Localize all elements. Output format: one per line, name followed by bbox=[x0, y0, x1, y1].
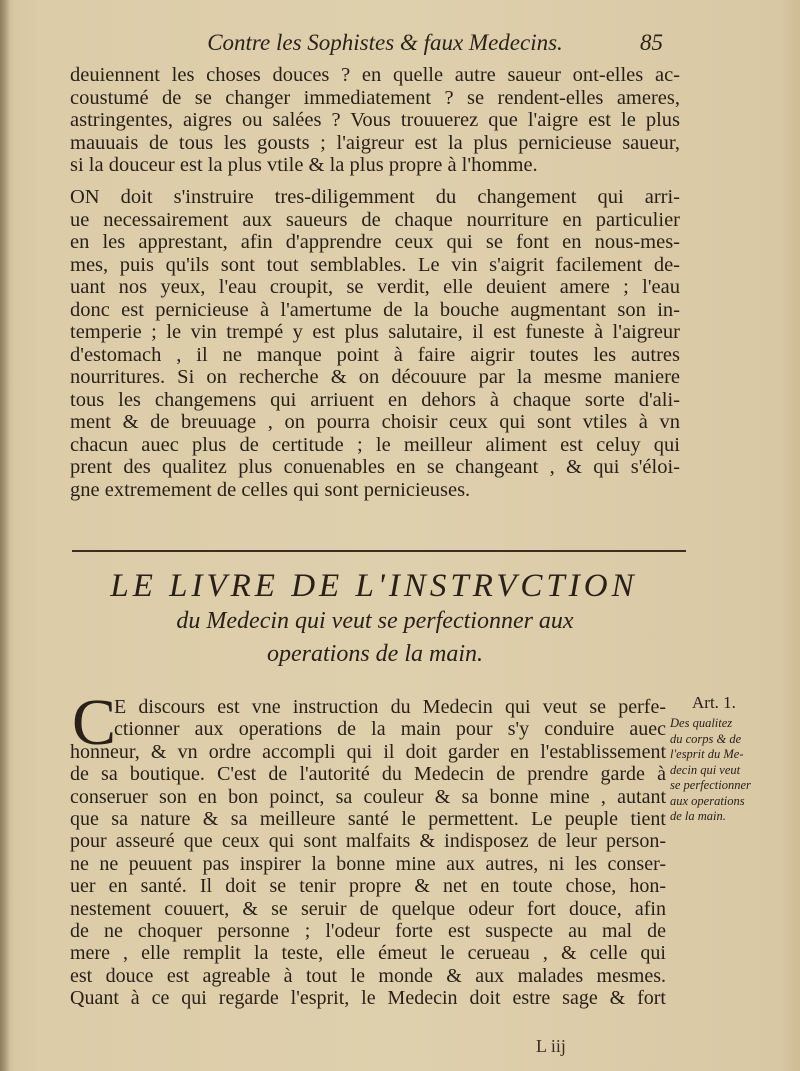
text-line: ON doit s'instruire tres-diligemment du changement qui arri- bbox=[70, 186, 680, 208]
text-line: mauuais de tous les gousts ; l'aigreur est la plus pernicieuse saueur, bbox=[70, 131, 680, 154]
margin-note-line: se perfectionner bbox=[670, 778, 751, 792]
text-line: honneur, & vn ordre accompli qui il doit garder en l'establissement bbox=[70, 740, 666, 763]
text-line: Quant à ce qui regarde l'esprit, le Medecin doit estre sage & fort bbox=[70, 987, 666, 1010]
paragraph-1 bbox=[70, 64, 680, 177]
article-label: Art. 1. bbox=[692, 693, 736, 712]
section-title: LE LIVRE DE L'INSTRVCTION bbox=[110, 568, 638, 604]
margin-note-line: decin qui veut bbox=[670, 762, 741, 777]
signature-mark: L iij bbox=[536, 1036, 566, 1056]
text-line: ment & de breuuage , on pourra choisir ceux qui sont vtiles à vn bbox=[70, 411, 680, 433]
margin-note-line: l'esprit du Me- bbox=[670, 747, 744, 761]
text-line: mes, puis qu'ils sont tout semblables. Le vin s'aigrit facilement de- bbox=[70, 253, 680, 276]
margin-note bbox=[670, 716, 798, 825]
text-line: mere , elle remplit la teste, elle émeut le cerueau , & celle qui bbox=[70, 942, 666, 965]
text-line: d'estomach , il ne manque point à faire aigrir toutes les autres bbox=[70, 343, 680, 366]
text-line: si la douceur est la plus vtile & la plus propre à l'homme. bbox=[70, 154, 538, 176]
text-line: nourritures. Si on recherche & on découure par la mesme maniere bbox=[70, 366, 680, 388]
drop-cap: C bbox=[72, 686, 117, 759]
text-line: ctionner aux operations de la main pour s'y conduire auec bbox=[114, 718, 666, 741]
text-line: astringentes, aigres ou salées ? Vous trouuerez que l'aigre est le plus bbox=[70, 109, 680, 131]
text-line: gne extremement de celles qui sont pernicieuses. bbox=[70, 478, 471, 501]
text-line: deuiennent les choses douces ? en quelle autre saueur ont-elles ac- bbox=[70, 64, 680, 86]
text-line: E discours est vne instruction du Medecin qui veut se perfe- bbox=[114, 696, 666, 718]
section-subtitle: operations de la main. bbox=[267, 641, 483, 667]
running-title: Contre les Sophistes & faux Medecins. bbox=[207, 30, 563, 55]
text-line: uant nos yeux, l'eau croupit, se verdit, elle deuient amere ; l'eau bbox=[70, 276, 680, 298]
text-line: uer en santé. Il doit se tenir propre & net en toute chose, hon- bbox=[70, 875, 666, 898]
gutter-shadow bbox=[0, 0, 10, 1071]
text-line: temperie ; le vin trempé y est plus salutaire, il est funeste à l'aigreur bbox=[70, 321, 680, 343]
paragraph-2 bbox=[70, 186, 680, 501]
section-subtitle: du Medecin qui veut se perfectionner aux bbox=[176, 608, 574, 634]
text-line: nestement couuert, & se seruir de quelque odeur fort douce, afin bbox=[70, 897, 666, 920]
text-line: donc est pernicieuse à l'amertume de la bouche augmentant son in- bbox=[70, 298, 680, 321]
text-line: de ne choquer personne ; l'odeur forte est suspecte au mal de bbox=[70, 920, 666, 943]
text-line: ne ne peuuent pas inspirer la bonne mine aux autres, ni les conser- bbox=[70, 852, 666, 875]
section-divider bbox=[72, 550, 686, 552]
text-line: pour asseuré que ceux qui sont malfaits & indisposez de leur person- bbox=[70, 830, 666, 853]
margin-note-line: Des qualitez bbox=[670, 716, 733, 730]
text-line: que sa nature & sa meilleure santé le permettent. Le peuple tient bbox=[70, 808, 666, 831]
text-line: tous les changemens qui arriuent en dehors à chaque sorte d'ali- bbox=[70, 388, 680, 411]
text-line: prent des qualitez plus conuenables en se changeant , & qui s'éloi- bbox=[70, 456, 680, 478]
text-line: chacun auec plus de certitude ; le meilleur aliment est celuy qui bbox=[70, 433, 680, 456]
text-line: de sa boutique. C'est de l'autorité du Medecin de prendre garde à bbox=[70, 763, 666, 786]
paragraph-3 bbox=[70, 696, 666, 1010]
text-line: est douce est agreable à tout le monde & aux malades mesmes. bbox=[70, 964, 666, 987]
text-line: en les apprestant, afin d'apprendre ceux qui se font en nous-mes- bbox=[70, 231, 680, 253]
text-line: ue necessairement aux saueurs de chaque nourriture en particulier bbox=[70, 208, 680, 231]
text-line: conseruer son en bon poinct, sa couleur & sa bonne mine , autant bbox=[70, 785, 666, 808]
text-line: coustumé de se changer immediatement ? se rendent-elles ameres, bbox=[70, 86, 680, 109]
margin-note-line: de la main. bbox=[670, 809, 726, 823]
page-number: 85 bbox=[640, 30, 663, 55]
margin-note-line: aux operations bbox=[670, 793, 745, 808]
margin-note-line: du corps & de bbox=[670, 731, 742, 746]
